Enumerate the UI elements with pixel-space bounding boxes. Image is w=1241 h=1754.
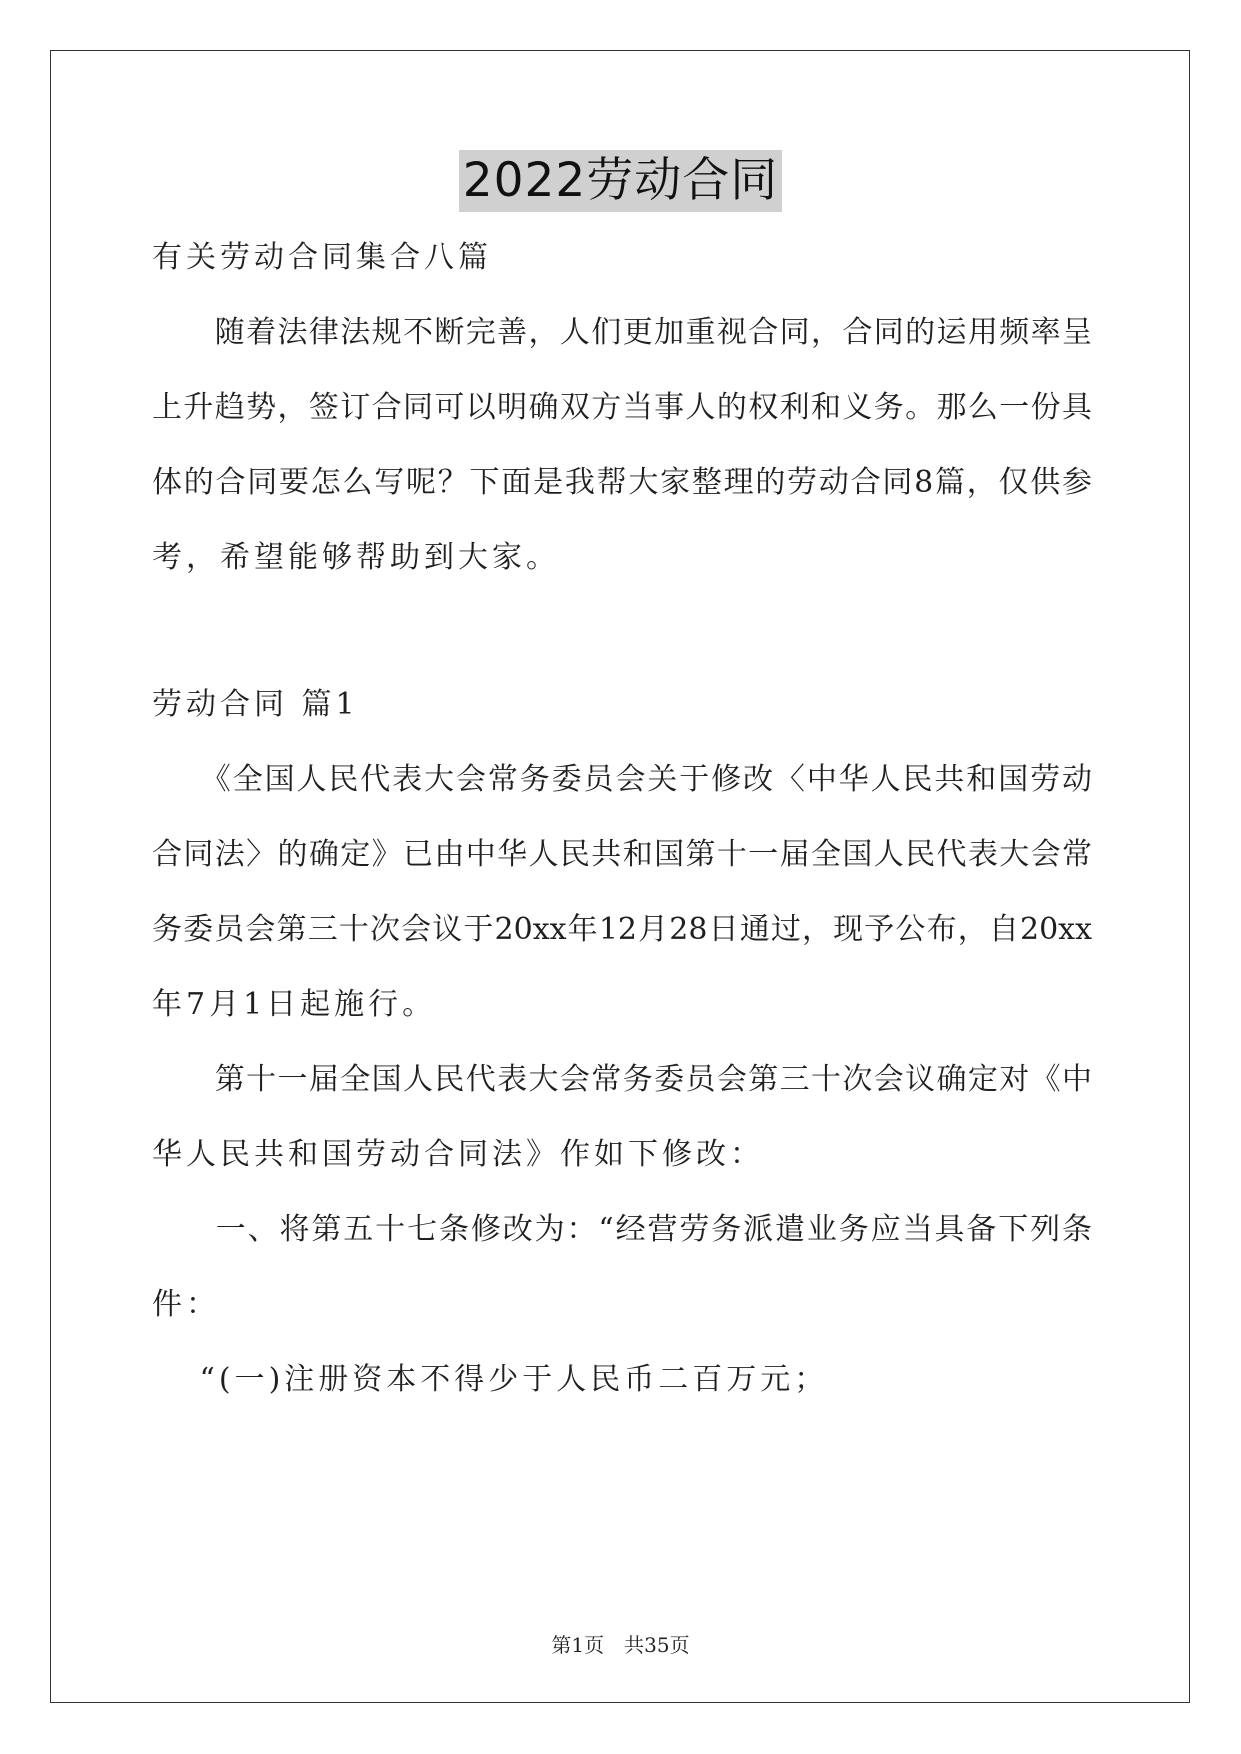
paragraph-line: 第十一届全国人民代表大会常务委员会第三十次会议确定对《中 [152, 1062, 1092, 1097]
paragraph-line: 一、将第五十七条修改为：“经营劳务派遣业务应当具备下列条 [152, 1212, 1092, 1247]
page-border [50, 50, 1190, 1703]
document-title: 2022劳动合同 [459, 150, 783, 212]
paragraph-line: 体的合同要怎么写呢？下面是我帮大家整理的劳动合同8篇，仅供参 [152, 465, 1092, 500]
paragraph-line: 华人民共和国劳动合同法》作如下修改： [152, 1137, 764, 1172]
paragraph-line: “(一)注册资本不得少于人民币二百万元； [152, 1362, 829, 1397]
paragraph-line: 合同法〉的确定》已由中华人民共和国第十一届全国人民代表大会常 [152, 837, 1092, 872]
title-block [0, 150, 1241, 212]
paragraph-line: 件： [152, 1287, 220, 1322]
paragraph-line: 务委员会第三十次会议于20xx年12月28日通过，现予公布，自20xx [152, 912, 1092, 947]
paragraph-line: 考，希望能够帮助到大家。 [152, 540, 560, 575]
page-number-footer: 第1页 共35页 [551, 1633, 690, 1657]
paragraph-line: 随着法律法规不断完善，人们更加重视合同，合同的运用频率呈 [152, 315, 1092, 350]
subtitle-line: 有关劳动合同集合八篇 [152, 240, 492, 275]
paragraph-line: 年7月1日起施行。 [152, 987, 437, 1022]
section-heading: 劳动合同 篇1 [152, 687, 359, 722]
paragraph-line: 上升趋势，签订合同可以明确双方当事人的权利和义务。那么一份具 [152, 390, 1092, 425]
paragraph-line: 《全国人民代表大会常务委员会关于修改〈中华人民共和国劳动 [152, 762, 1092, 797]
